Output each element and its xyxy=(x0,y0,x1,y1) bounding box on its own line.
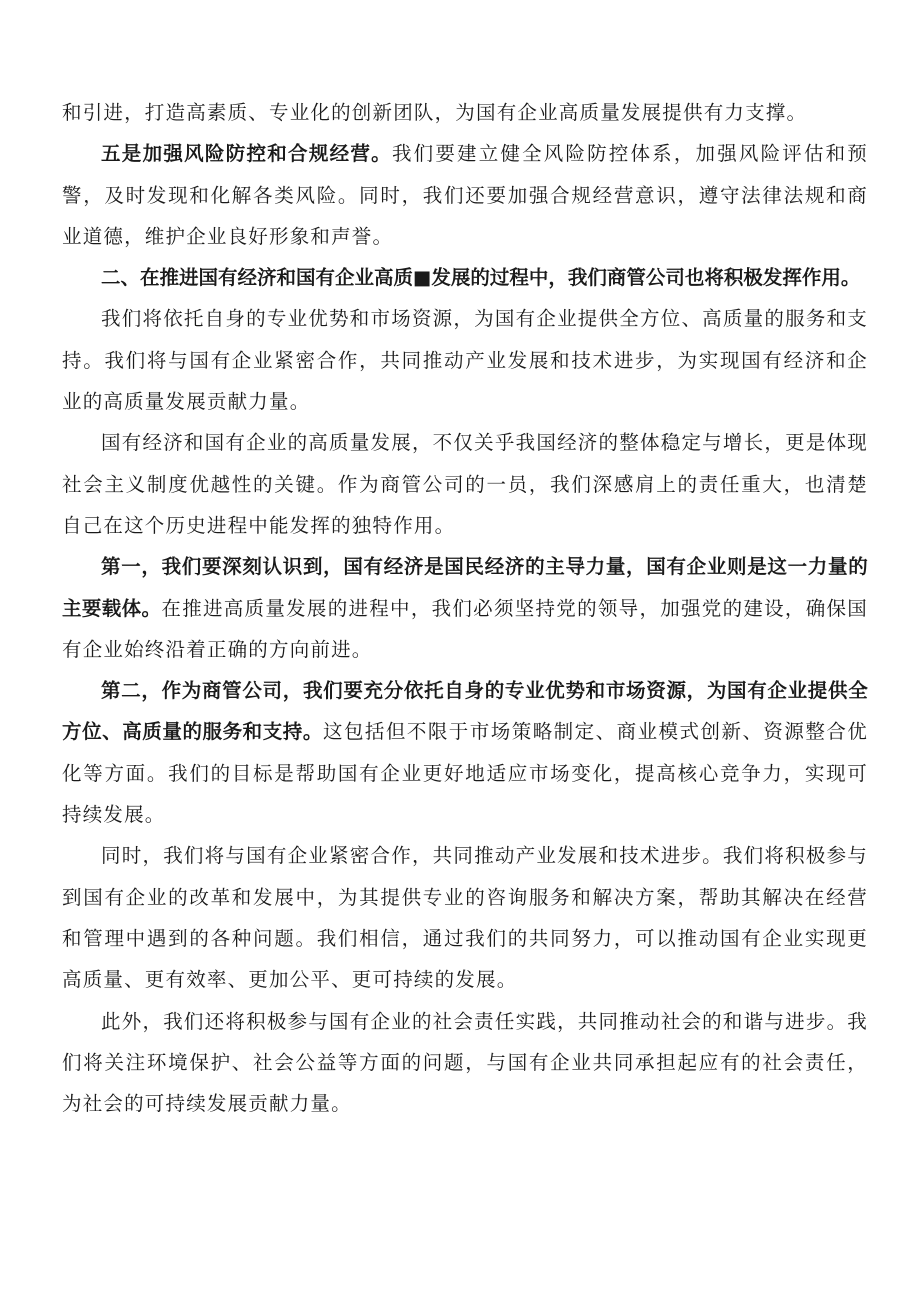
paragraph-text: 国有经济和国有企业的高质量发展，不仅关乎我国经济的整体稳定与增长，更是体现社会主义制度优越性的关键。作为商管公司的一员，我们深感肩上的责任重大，也清楚自己在这个历史进程中能发挥的独特作用。 xyxy=(62,431,868,537)
paragraph-cooperation xyxy=(62,835,868,1000)
paragraph-text: 和引进，打造高素质、专业化的创新团队，为国有企业高质量发展提供有力支撑。 xyxy=(62,101,808,124)
paragraph-risk-control xyxy=(62,133,868,257)
paragraph-lead: 五是加强风险防控和合规经营。 xyxy=(101,142,392,166)
paragraph-social-responsibility xyxy=(62,1001,868,1125)
section-heading xyxy=(62,257,868,298)
paragraph-service-support xyxy=(62,298,868,422)
paragraph-text: 我们要建立健全风险防控体系，加强风险评估和预警，及时发现和化解各类风险。同时，我们还要加强合规经营意识，遵守法律法规和商业道德，维护企业良好形象和声誉。 xyxy=(62,142,869,248)
paragraph-text: 此外，我们还将积极参与国有企业的社会责任实践，共同推动社会的和谐与进步。我们将关注环境保护、社会公益等方面的问题，与国有企业共同承担起应有的社会责任，为社会的可持续发展贡献力量。 xyxy=(62,1009,868,1116)
paragraph-text: 我们将依托自身的专业优势和市场资源，为国有企业提供全方位、高质量的服务和支持。我们将与国有企业紧密合作，共同推动产业发展和技术进步，为实现国有经济和企业的高质量发展贡献力量。 xyxy=(62,307,868,414)
paragraph-high-quality-development xyxy=(62,422,868,546)
paragraph-text: 这包括但不限于市场策略制定、商业模式创新、资源整合优化等方面。我们的目标是帮助国有企业更好地适应市场变化，提高核心竞争力，实现可持续发展。 xyxy=(62,720,869,827)
paragraph-text: 在推进高质量发展的进程中，我们必须坚持党的领导，加强党的建设，确保国有企业始终沿着正确的方向前进。 xyxy=(62,596,868,661)
section-heading-text: 二、在推进国有经济和国有企业高质■发展的过程中，我们商管公司也将积极发挥作用。 xyxy=(101,266,861,290)
paragraph-text: 同时，我们将与国有企业紧密合作，共同推动产业发展和技术进步。我们将积极参与到国有企业的改革和发展中，为其提供专业的咨询服务和解决方案，帮助其解决在经营和管理中遇到的各种问题。我们相信，通过我们的共同努力，可以推动国有企业实现更高质量、更有效率、更加公平、更可持续的发展。 xyxy=(62,844,868,992)
paragraph-lead: 第二，作为商管公司，我们要充分依托自身的专业优势和市场资源，为国有企业提供全方位、高质量的服务和支持。 xyxy=(62,679,868,744)
document-body xyxy=(62,92,868,1124)
paragraph-lead: 第一，我们要深刻认识到，国有经济是国民经济的主导力量，国有企业则是这一力量的主要载体。 xyxy=(62,555,868,620)
paragraph-first-point xyxy=(62,546,868,670)
paragraph-continuation xyxy=(62,92,868,133)
paragraph-second-point xyxy=(62,670,868,835)
